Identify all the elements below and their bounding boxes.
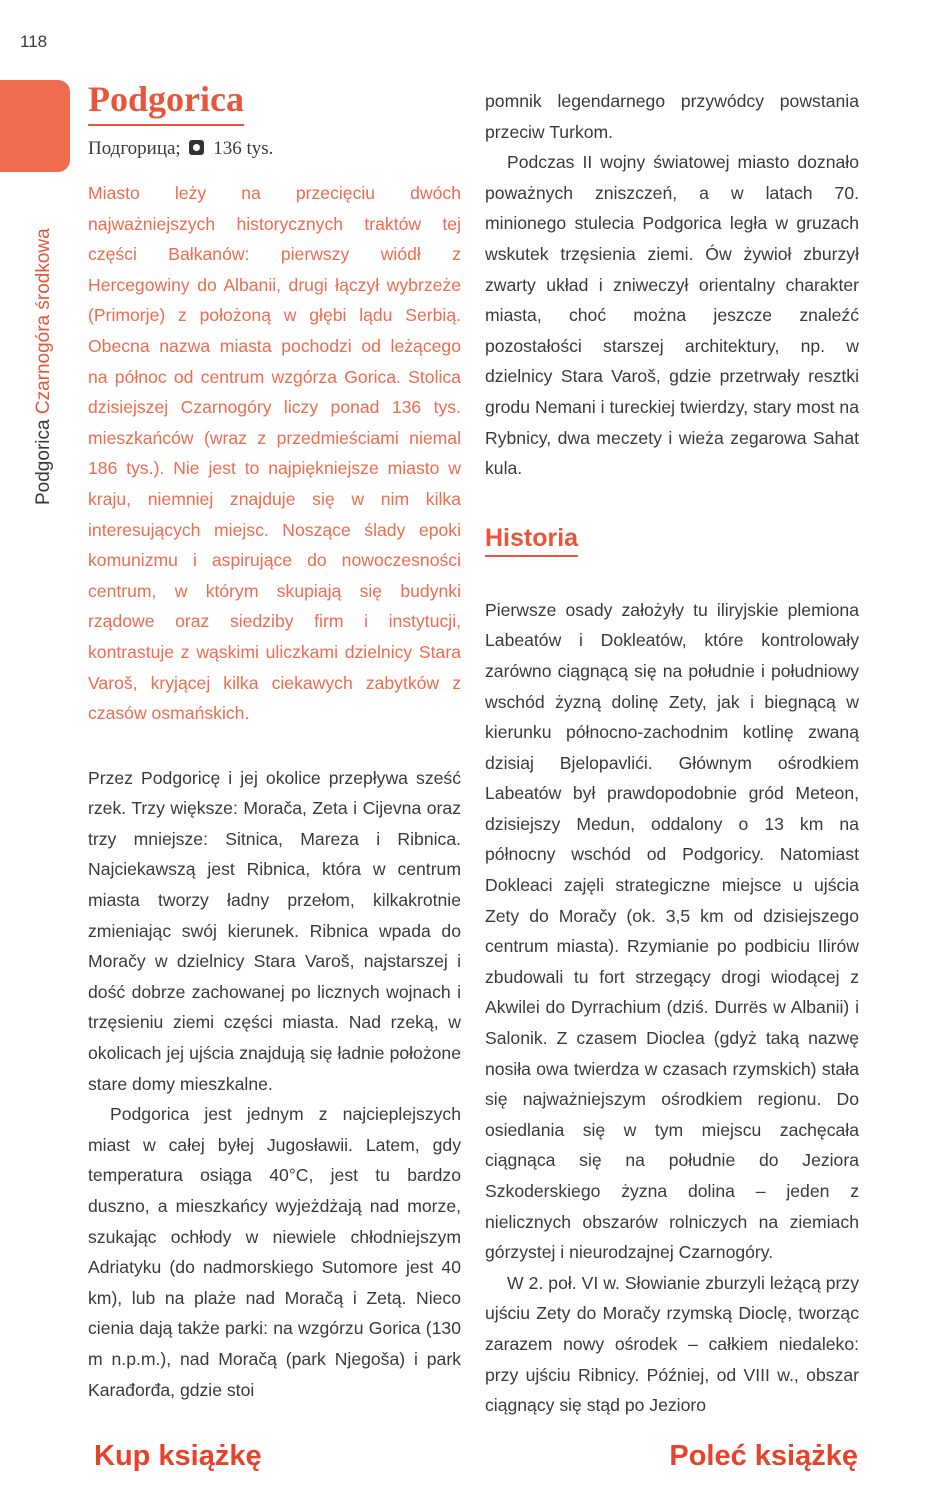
recommend-book-link[interactable]: Poleć książkę — [669, 1440, 858, 1472]
page-title: Podgorica — [88, 78, 244, 126]
body-paragraph: Podgorica jest jednym z najcieplejszych miast w całej byłej Jugosławii. Latem, gdy temperatura osiąga 40°C, jest tu bardzo duszno, a mieszkańcy wyjeżdżają nad morze, szukając ochłody w niewiele chłodniejszym Adriatyku (do nadmorskiego Sutomore jest 40 km), lub na plaże nad Moračą i Zetą. Nieco cienia dają także parki: na wzgórzu Gorica (130 m n.p.m.), nad Moračą (park Njegoša) i park Karađorđa, gdzie stoi — [88, 1104, 461, 1400]
body-paragraph: Pierwsze osady założyły tu iliryjskie plemiona Labeatów i Dokleatów, które kontrolowały zarówno ciągnącą się na południe i południowy wschód żyzną dolinę Zety, jak i biegnącą w kierunku północno-zachodnim kotlinę zwaną dzisiaj Bjelopavlići. Głównym ośrodkiem Labeatów był prawdopodobnie gród Meteon, dzisiejszy Medun, oddalony o 13 km na północny wschód od Podgoricy. Natomiast Dokleaci zajęli strategiczne miejsce u ujścia Zety do Moračy (ok. 3,5 km od dzisiejszego centrum miasta). Rzymianie po podbiciu Ilirów zbudowali tu fort strzegący drogi wiodącej z Akwilei do Dyrrachium (dziś. Durrës w Albanii) i Salonik. Z czasem Dioclea (gdyż taką nazwę nosiła owa twierdza w czasach rzymskich) stała się najważniejszym ośrodkiem regionu. Do osiedlania się w tym miejscu zachęcała ciągnąca się na południe do Jeziora Szkoderskiego żyzna dolina – jeden z nielicznych obszarów rolniczych na ziemiach górzystej i nieurodzajnej Czarnogóry. — [485, 599, 859, 1263]
chapter-tab — [0, 80, 70, 172]
running-header — [33, 228, 55, 505]
left-column — [88, 178, 461, 1405]
body-paragraph: Przez Podgoricę i jej okolice przepływa sześć rzek. Trzy większe: Morača, Zeta i Cijevna oraz trzy mniejsze: Sitnica, Mareza i Ribnica. Najciekawszą jest Ribnica, która w centrum miasta tworzy ładny przełom, kilkakrotnie zmieniając swój kierunek. Ribnica wpada do Moračy w dzielnicy Stara Varoš, najstarszej i dość dobrze zachowanej po licznych wojnach i trzęsieniu ziemi części miasta. Nad rzeką, w okolicach jej ujścia znajdują się ładnie położone stare domy mieszkalne. — [88, 767, 461, 1094]
buy-book-link[interactable]: Kup książkę — [94, 1440, 262, 1472]
population-icon — [189, 140, 204, 155]
body-paragraph: Podczas II wojny światowej miasto doznało poważnych zniszczeń, a w latach 70. minionego stulecia Podgorica legła w gruzach wskutek trzęsienia ziemi. Ów żywioł zburzył zwarty układ i zniweczył orientalny charakter miasta, choć można jeszcze znaleźć pozostałości starszej architektury, np. w dzielnicy Stara Varoš, gdzie przetrwały resztki grodu Nemani i tureckiej twierdzy, stary most na Rybnicy, dwa meczety i wieża zegarowa Sahat kula. — [485, 152, 859, 479]
lead-paragraph: Miasto leży na przecięciu dwóch najważniejszych historycznych traktów tej części Bałkanów: pierwszy wiódł z Hercegowiny do Albanii, drugi łączył wybrzeże (Primorje) z położoną w głębi lądu Serbią. Obecna nazwa miasta pochodzi od leżącego na północ od centrum wzgórza Gorica. Stolica dzisiejszej Czarnogóry liczy ponad 136 tys. mieszkańców (wraz z przedmieściami niemal 186 tys.). Nie jest to najpiękniejsze miasto w kraju, niemniej znajduje się w nim kilka interesujących miejsc. Noszące ślady epoki komunizmu i aspirujące do nowoczesności centrum, w którym skupiają się budynki rządowe oraz siedziby firm i instytucji, kontrastuje z wąskimi uliczkami dzielnicy Stara Varoš, kryjącej kilka ciekawych zabytków z czasów osmańskich. — [88, 183, 461, 724]
page-subtitle — [88, 138, 273, 160]
page-number: 118 — [20, 32, 48, 51]
running-header-place: Podgorica — [33, 419, 54, 505]
population-value: 136 tys. — [213, 138, 274, 159]
section-heading: Historia — [485, 524, 578, 557]
body-paragraph: W 2. poł. VI w. Słowianie zburzyli leżącą przy ujściu Zety do Moračy rzymską Dioclę, tworząc zarazem nowy ośrodek – całkiem niedaleko: przy ujściu Ribnicy. Później, od VIII w., obszar ciągnący się stąd po Jezioro — [485, 1272, 859, 1416]
running-header-region: Czarnogóra środkowa — [33, 228, 54, 415]
right-column — [485, 86, 859, 1421]
cyrillic-name: Подгорица; — [88, 138, 181, 159]
body-paragraph: pomnik legendarnego przywódcy powstania przeciw Turkom. — [485, 91, 859, 142]
